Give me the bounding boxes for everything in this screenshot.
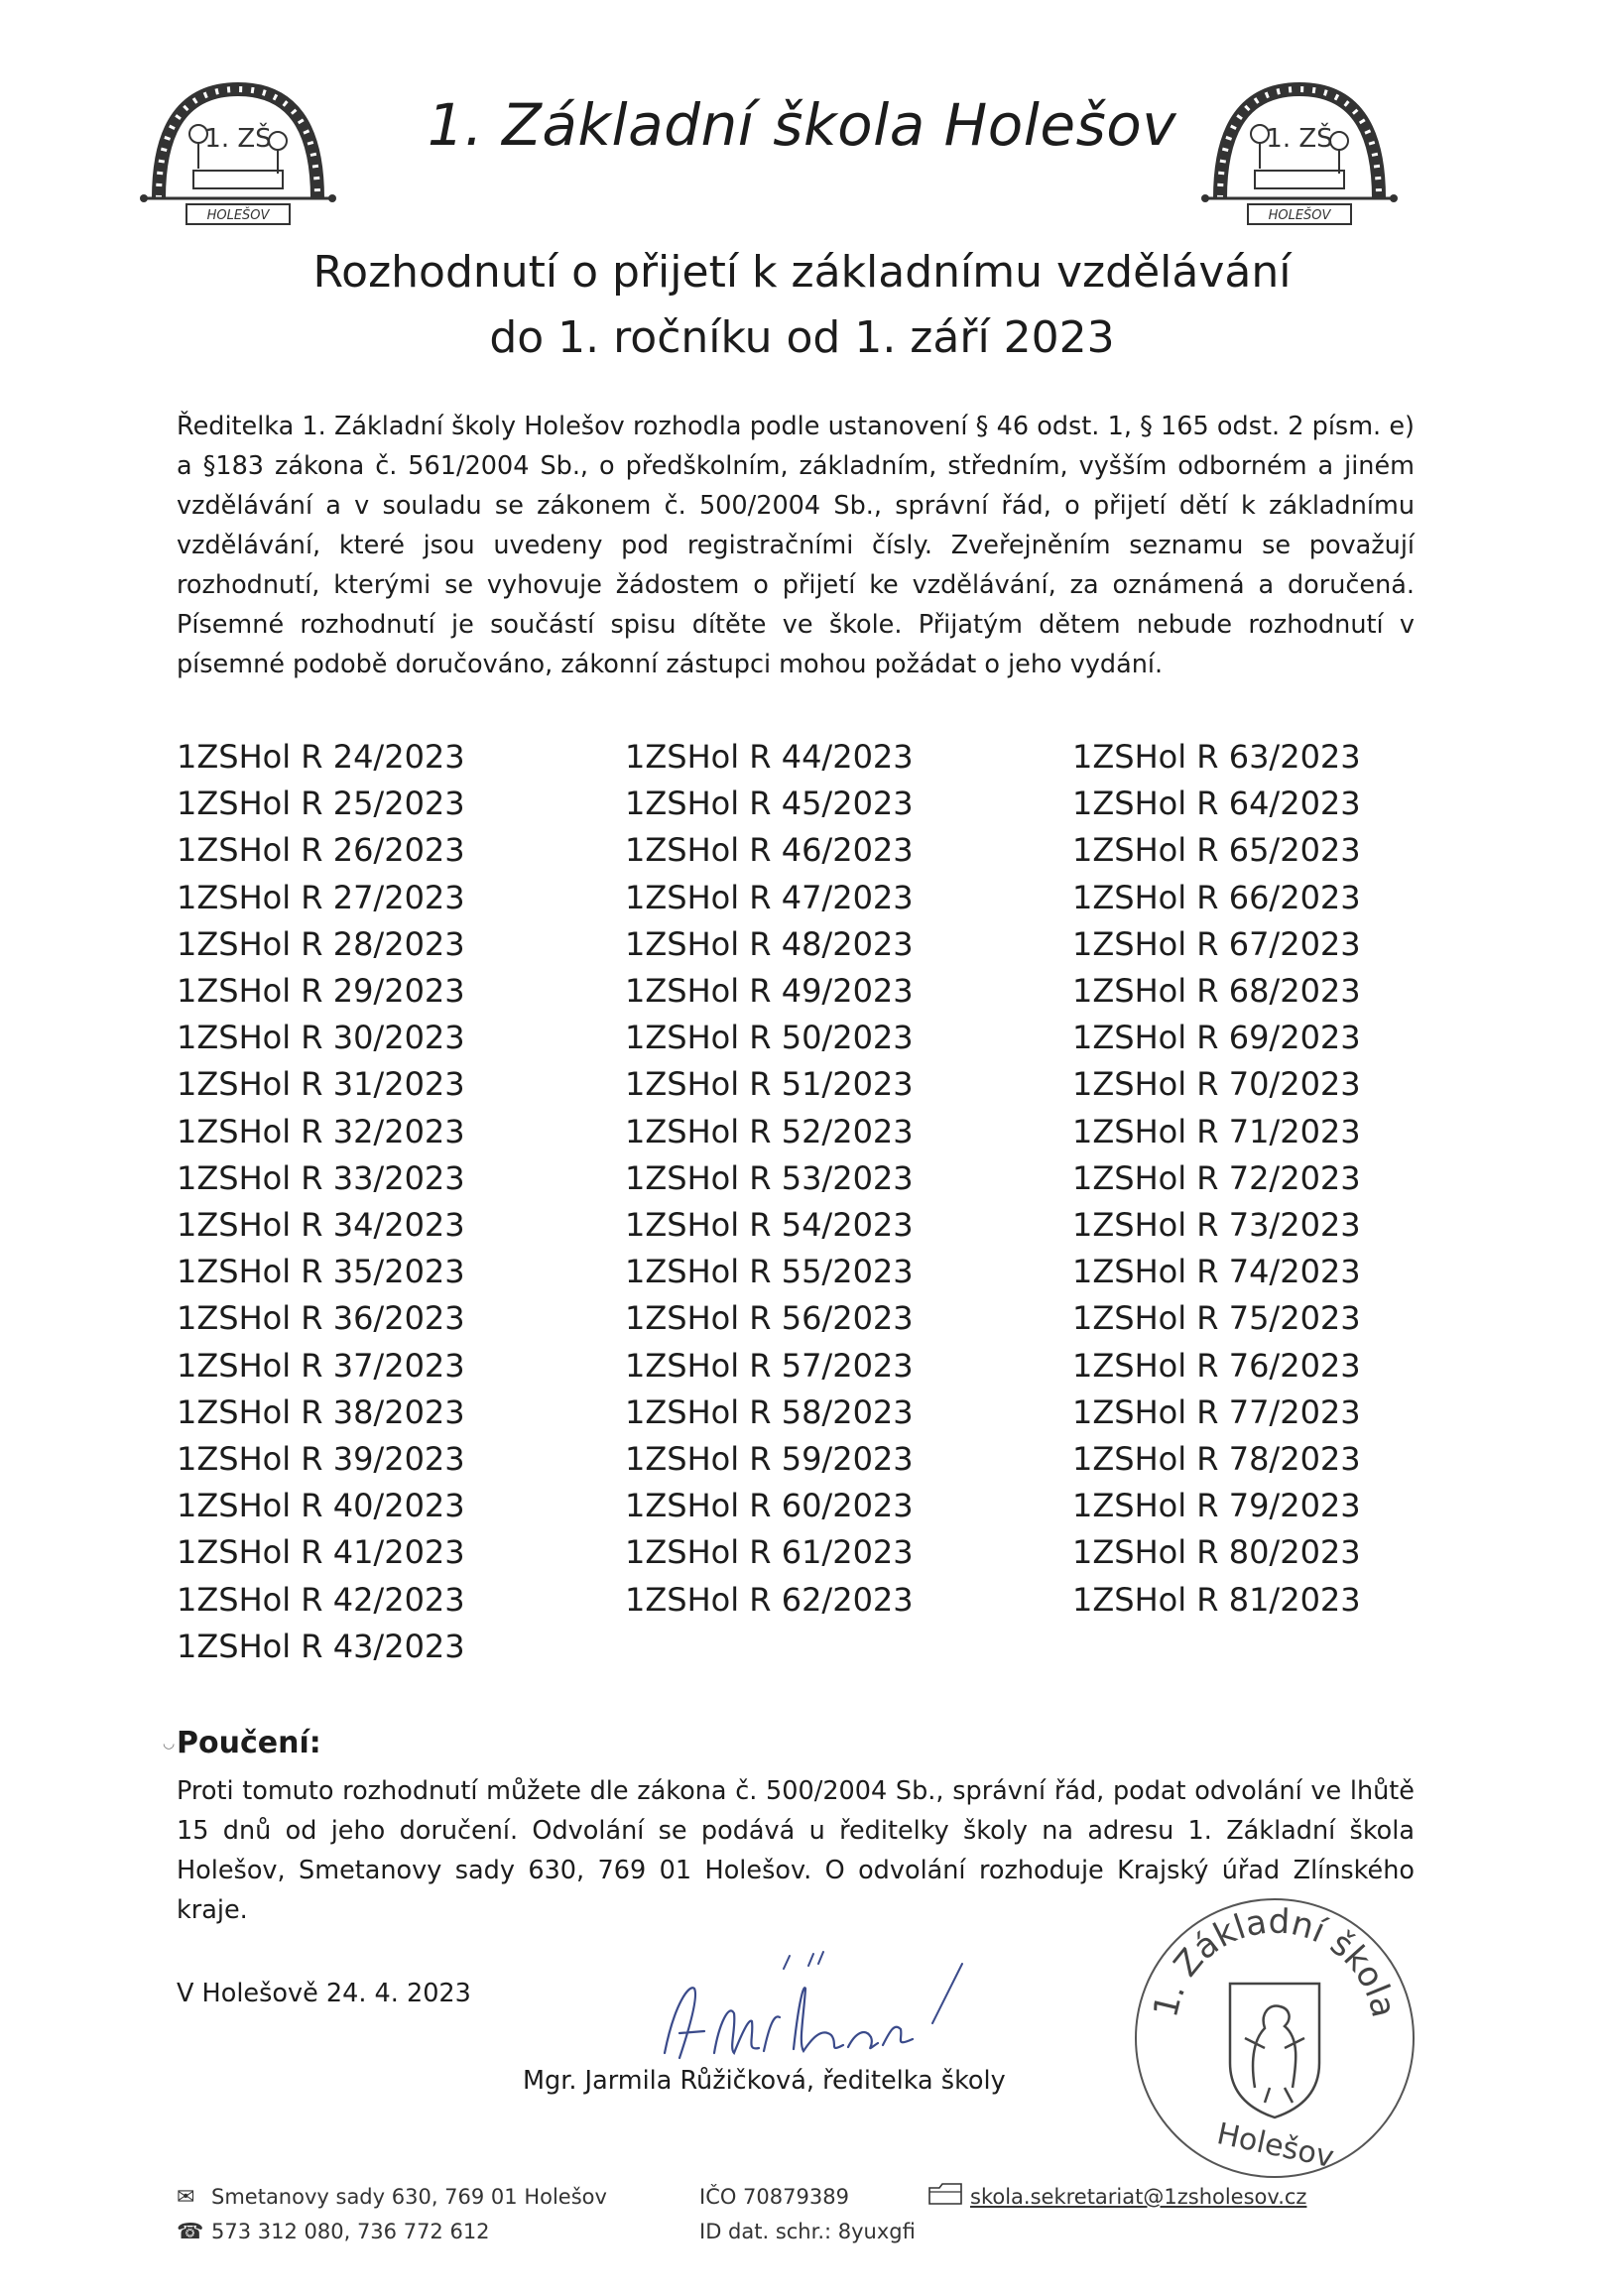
registration-number: 1ZSHol R 65/2023	[1072, 831, 1361, 870]
registration-number: 1ZSHol R 54/2023	[625, 1206, 914, 1245]
registration-number: 1ZSHol R 57/2023	[625, 1346, 914, 1385]
footer-email-link[interactable]: skola.sekretariat@1zsholesov.cz	[970, 2185, 1307, 2209]
registration-number: 1ZSHol R 64/2023	[1072, 785, 1361, 823]
intro-paragraph: Ředitelka 1. Základní školy Holešov rozhodla podle ustanovení § 46 odst. 1, § 165 odst. 2 písm. e) a §183 zákona č. 561/2004 Sb., o předškolním, základním, středním, vyšším odborném a jiném vzdělávání a v souladu se zákonem č. 500/2004 Sb., správní řád, o přijetí dětí k základnímu vzdělávání, které jsou uvedeny pod registračními čísly. Zveřejněním seznamu se považují rozhodnutí, kterými se vyhovuje žádostem o přijetí ke vzdělávání, za oznámená a doručená. Písemné rozhodnutí je součástí spisu dítěte ve škole. Přijatým dětem nebude rozhodnutí v písemné podobě doručováno, zákonní zástupci mohou požádat o jeho vydání.	[177, 412, 1415, 679]
registration-number: 1ZSHol R 46/2023	[625, 831, 914, 870]
registration-number: 1ZSHol R 51/2023	[625, 1065, 914, 1104]
registration-number: 1ZSHol R 62/2023	[625, 1580, 914, 1619]
registration-number: 1ZSHol R 48/2023	[625, 924, 914, 963]
footer-ico: IČO 70879389	[699, 2185, 849, 2209]
registration-number: 1ZSHol R 36/2023	[177, 1299, 465, 1338]
logo-text: 1. ZŠ	[204, 124, 272, 154]
logo-banner: HOLEŠOV	[1268, 208, 1331, 223]
registration-number: 1ZSHol R 49/2023	[625, 972, 914, 1011]
registration-number: 1ZSHol R 73/2023	[1072, 1206, 1361, 1245]
registration-number: 1ZSHol R 59/2023	[625, 1440, 914, 1479]
registration-number: 1ZSHol R 35/2023	[177, 1253, 465, 1291]
logo-banner: HOLEŠOV	[206, 208, 270, 223]
registration-number: 1ZSHol R 66/2023	[1072, 878, 1361, 916]
registration-number: 1ZSHol R 47/2023	[625, 878, 914, 916]
signature	[635, 1944, 1012, 2073]
logo-text: 1. ZŠ	[1266, 124, 1333, 154]
document-title-line-2: do 1. ročníku od 1. září 2023	[489, 312, 1115, 363]
phone-icon: ☎	[177, 2220, 204, 2244]
place-date: V Holešově 24. 4. 2023	[177, 1979, 471, 2008]
footer-address: Smetanovy sady 630, 769 01 Holešov	[211, 2185, 607, 2209]
registration-number: 1ZSHol R 32/2023	[177, 1112, 465, 1150]
registration-number: 1ZSHol R 79/2023	[1072, 1487, 1361, 1525]
notice-text: Proti tomuto rozhodnutí můžete dle zákona č. 500/2004 Sb., správní řád, podat odvolání ve lhůtě 15 dnů od jeho doručení. Odvolání se podává u ředitelky školy na adresu 1. Základní škola Holešov, Smetanovy sady 630, 769 01 Holešov. O odvolání rozhoduje Krajský úřad Zlínského kraje.	[177, 1776, 1415, 1925]
folder-icon	[927, 2182, 963, 2208]
mail-icon: ✉	[177, 2185, 195, 2210]
registration-number: 1ZSHol R 55/2023	[625, 1253, 914, 1291]
document-title-line-1: Rozhodnutí o přijetí k základnímu vzdělávání	[312, 247, 1292, 298]
registration-number: 1ZSHol R 31/2023	[177, 1065, 465, 1104]
registration-number: 1ZSHol R 39/2023	[177, 1440, 465, 1479]
registration-number: 1ZSHol R 77/2023	[1072, 1392, 1361, 1431]
school-logo-right	[1200, 79, 1399, 228]
registration-number: 1ZSHol R 63/2023	[1072, 738, 1361, 776]
registration-number: 1ZSHol R 45/2023	[625, 785, 914, 823]
registration-number: 1ZSHol R 38/2023	[177, 1392, 465, 1431]
registration-number: 1ZSHol R 70/2023	[1072, 1065, 1361, 1104]
registration-number: 1ZSHol R 52/2023	[625, 1112, 914, 1150]
registration-number: 1ZSHol R 24/2023	[177, 738, 465, 776]
registration-number: 1ZSHol R 26/2023	[177, 831, 465, 870]
registration-number: 1ZSHol R 27/2023	[177, 878, 465, 916]
registration-number: 1ZSHol R 40/2023	[177, 1487, 465, 1525]
registration-number: 1ZSHol R 60/2023	[625, 1487, 914, 1525]
registration-number: 1ZSHol R 50/2023	[625, 1019, 914, 1057]
registration-number: 1ZSHol R 67/2023	[1072, 924, 1361, 963]
registration-number: 1ZSHol R 41/2023	[177, 1533, 465, 1572]
registration-number: 1ZSHol R 25/2023	[177, 785, 465, 823]
registration-number: 1ZSHol R 53/2023	[625, 1158, 914, 1197]
registration-number: 1ZSHol R 68/2023	[1072, 972, 1361, 1011]
registration-number: 1ZSHol R 69/2023	[1072, 1019, 1361, 1057]
registration-number: 1ZSHol R 61/2023	[625, 1533, 914, 1572]
stamp-bottom-text: Holešov	[1213, 2116, 1337, 2176]
registration-number: 1ZSHol R 81/2023	[1072, 1580, 1361, 1619]
school-stamp	[1126, 1889, 1423, 2187]
registration-number: 1ZSHol R 74/2023	[1072, 1253, 1361, 1291]
registration-number: 1ZSHol R 30/2023	[177, 1019, 465, 1057]
registration-number: 1ZSHol R 80/2023	[1072, 1533, 1361, 1572]
registration-number: 1ZSHol R 44/2023	[625, 738, 914, 776]
registration-number: 1ZSHol R 37/2023	[177, 1346, 465, 1385]
registration-column-3	[1072, 734, 1361, 1624]
notice-heading: Poučení:	[177, 1726, 321, 1760]
registration-column-1	[177, 734, 465, 1670]
registration-number: 1ZSHol R 34/2023	[177, 1206, 465, 1245]
registration-number: 1ZSHol R 29/2023	[177, 972, 465, 1011]
registration-number: 1ZSHol R 33/2023	[177, 1158, 465, 1197]
registration-number: 1ZSHol R 71/2023	[1072, 1112, 1361, 1150]
registration-number: 1ZSHol R 28/2023	[177, 924, 465, 963]
registration-number: 1ZSHol R 56/2023	[625, 1299, 914, 1338]
registration-number: 1ZSHol R 72/2023	[1072, 1158, 1361, 1197]
footer-phone: 573 312 080, 736 772 612	[211, 2220, 490, 2243]
stamp-arc-text: 1. Základní škola	[1146, 1901, 1404, 2021]
registration-column-2	[625, 734, 914, 1624]
registration-number: 1ZSHol R 75/2023	[1072, 1299, 1361, 1338]
registration-number: 1ZSHol R 43/2023	[177, 1627, 465, 1665]
notice-bullet: ◡	[163, 1736, 176, 1752]
registration-number: 1ZSHol R 76/2023	[1072, 1346, 1361, 1385]
registration-number: 1ZSHol R 42/2023	[177, 1580, 465, 1619]
signatory: Mgr. Jarmila Růžičková, ředitelka školy	[523, 2066, 1006, 2096]
footer-data-box: ID dat. schr.: 8yuxgfi	[699, 2220, 916, 2243]
school-name: 1. Základní škola Holešov	[427, 91, 1177, 159]
registration-number: 1ZSHol R 78/2023	[1072, 1440, 1361, 1479]
registration-number: 1ZSHol R 58/2023	[625, 1392, 914, 1431]
